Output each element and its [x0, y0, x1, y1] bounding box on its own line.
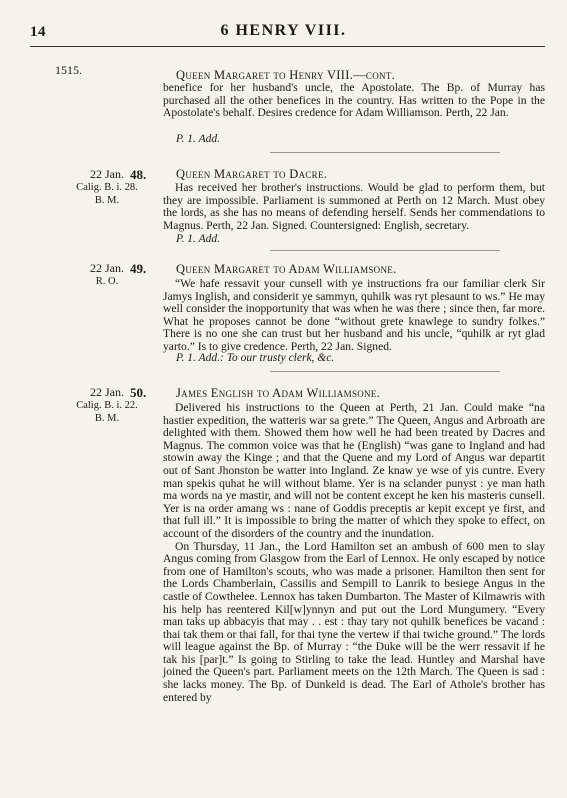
entry-body-48 — [163, 182, 545, 232]
watermark-left — [8, 380, 48, 660]
entry-date: 22 Jan. — [90, 261, 124, 275]
entry-title-48: Queen Margaret to Dacre. — [176, 167, 328, 181]
entry-reference: Calig. B. i. 28. — [76, 182, 138, 193]
entry-number-48: 48. — [130, 167, 147, 182]
entry-body-50 — [163, 402, 545, 704]
entry-meta-48: P. 1. Add. — [176, 233, 220, 245]
separator — [270, 371, 500, 372]
entry-meta-cont: P. 1. Add. — [176, 133, 220, 145]
entry-date: 22 Jan. — [90, 385, 124, 399]
paragraph: benefice for her husband's uncle, the Apostolate. The Bp. of Murray has purchased all the other benefices in the country. Has written to the Pope in the Apostolate's behalf. Desires credence for Adam Williamson. Perth, 22 Jan. — [163, 81, 545, 120]
entry-meta-49: P. 1. Add.: To our trusty clerk, &c. — [176, 352, 335, 364]
entry-number-50: 50. — [130, 385, 147, 400]
entry-date: 22 Jan. — [90, 167, 124, 181]
year-label: 1515. — [55, 63, 82, 77]
separator — [270, 250, 500, 251]
paragraph: On Thursday, 11 Jan., the Lord Hamilton set an ambush of 600 men to slay Angus coming from Glasgow from the Earl of Lennox. He only escaped by notice from one of Hamilton's scouts, who was made a prisoner. Hamilton then sent for the Lords Chamberlain, Cassilis and Sempill to Lanrik to besiege Angus in the castle of Cowthelee. Lennox has taken Dumbarton. The Master of Kilmawris with his help has reentered Kil[w]ynnyn and put out the Lord Mungumery. “Every man taks up abbacyis that may . . est : thay tary not quhilk benefices be vacand : thai tak them or thai fall, for thai tyne the vertew if thai twiche ground.” The lords will league against the Bp. of Murray : “the Duke will be the werr ressavit if he tak his [par]t.” Is going to Stirling to take the lead. Huntley and Marshal have joined the Queen's part. Parliament meets on the 12th March. The Queen is sad : she lacks money. The Bp. of Dunkeld is dead. The Earl of Athole's brother has entered by — [163, 539, 545, 704]
running-head: 6 HENRY VIII. — [220, 22, 347, 39]
paragraph: Has received her brother's instructions. Would be glad to perform them, but they are impossible. Parliament is summoned at Perth on 12 March. Must obey the lords, as she has no means of defending herself. Sends her commendations to Magnus. Perth, 22 Jan. Signed. Countersigned: English, secretary. — [163, 181, 545, 232]
entry-reference: B. M. — [94, 413, 120, 424]
entry-reference: R. O. — [95, 276, 119, 287]
entry-body-cont — [163, 82, 545, 120]
entry-title-50: James English to Adam Williamsone. — [176, 386, 381, 400]
entry-reference: Calig. B. i. 22. — [76, 400, 138, 411]
entry-title-49: Queen Margaret to Adam Williamsone. — [176, 262, 397, 276]
separator — [270, 152, 500, 153]
entry-body-49 — [163, 278, 545, 354]
paragraph: “We hafe ressavit your cunsell with ye instructions fra our familiar clerk Sir Jamys Inglish, and considerit ye sammyn, quhilk was ryt plesaunt to ws.” He may well consider the inopportunity that was when he was there ; since then, far more. What he proposes cannot be done “without grete knawlege to sundry folkes.” There is no one she can trust but her husband and his uncle, “quhilk ar ryt glad yarto.” Is to give credence. Perth, 22 Jan. Signed. — [163, 277, 545, 353]
header-rule — [30, 46, 545, 47]
entry-number-49: 49. — [130, 261, 147, 276]
paragraph: Delivered his instructions to the Queen at Perth, 21 Jan. Could make “na hastier expedition, the watteris war sa grete.” The Queen, Angus and Arbroath are delighted with them. Showed them how well he had been treated by Dacres and Magnus. The common voice was that he (English) “was gane to Ingland and had stowin away the Kinge ; and that the Quene and my Lord of Angus war departit out of Sant Jhonston be watter into Ingland. Ze knaw ye wse of yis cuntre. Every man spekis quhat he will without blame. Yer is na sclander punyst : ye man hath ma words na ye mastir, and will not be content except he ken his masteris cunsell. Yer is na order amang ws : nane of Goddis preceptis ar kepit except ye first, and that full ill.” It is impossible to bring the matter of which they spoke to effect, on account of the disorders of the country and the inundation. — [163, 401, 545, 540]
page-number: 14 — [30, 24, 46, 40]
entry-reference: B. M. — [94, 195, 120, 206]
entry-title-cont: Queen Margaret to Henry VIII.—cont. — [176, 68, 396, 82]
